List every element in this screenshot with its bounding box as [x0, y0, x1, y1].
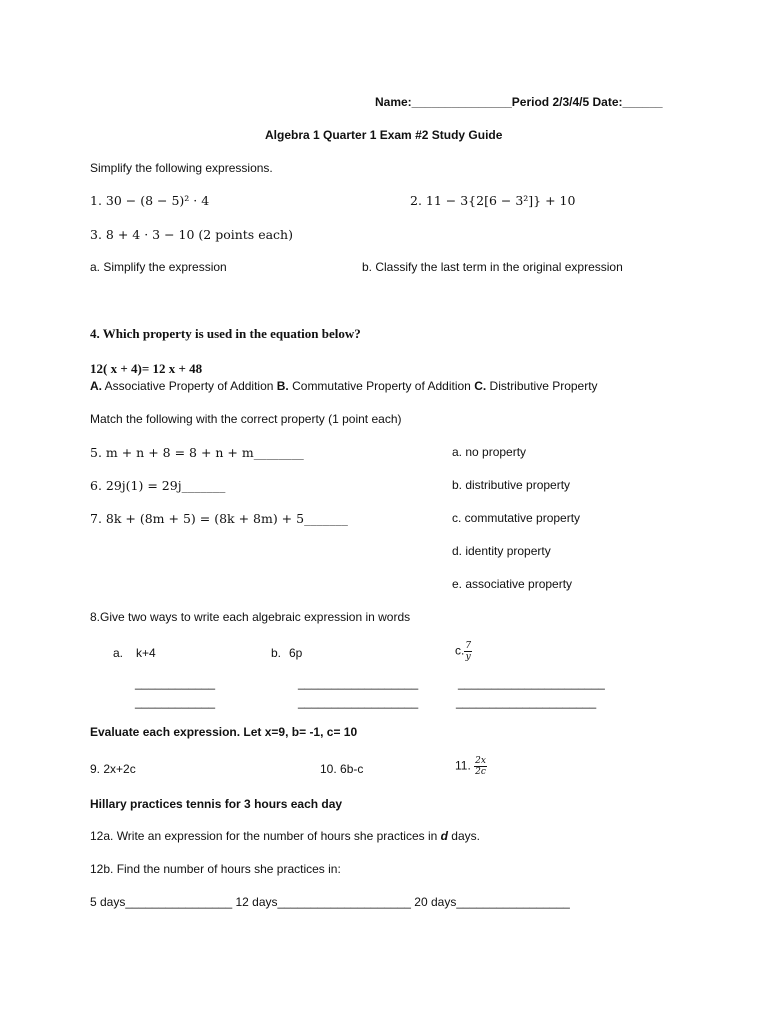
fraction-numerator: 2x [475, 756, 486, 766]
matching-option-b: b. distributive property [452, 478, 571, 492]
question-12b-days-line[interactable]: 5 days________________ 12 days____________________ 20 days_________________ [90, 895, 570, 909]
question-9: 9. 2x+2c [90, 762, 136, 776]
answer-blank-8c-2[interactable]: _____________________ [456, 695, 597, 709]
fraction-numerator: 7 [465, 641, 472, 651]
page-title: Algebra 1 Quarter 1 Exam #2 Study Guide [265, 128, 503, 142]
evaluate-heading: Evaluate each expression. Let x=9, b= -1, c= 10 [90, 725, 358, 739]
question-11-label: 11. [455, 758, 471, 773]
matching-instruction: Match the following with the correct property (1 point each) [90, 412, 402, 426]
name-period-date-line: Name:_______________Period 2/3/4/5 Date:______ [375, 95, 663, 109]
matching-question-5: 5. m + n + 8 = 8 + n + m________ [90, 445, 304, 460]
choice-c-text: Distributive Property [486, 379, 598, 393]
simplify-instruction: Simplify the following expressions. [90, 161, 273, 175]
fraction-denominator: y [465, 652, 471, 662]
question-8b-letter: b. [271, 646, 282, 660]
question-12a-variable: d [440, 829, 448, 843]
question-2: 2. 11 − 3{2[6 − 3²]} + 10 [410, 193, 576, 208]
question-11 [455, 756, 487, 777]
choice-c-letter: C. [474, 379, 487, 393]
question-1: 1. 30 − (8 − 5)² · 4 [90, 193, 210, 208]
fraction-7-over-y [464, 641, 472, 662]
fraction-2x-over-2c [474, 756, 487, 777]
matching-option-e: e. associative property [452, 577, 573, 591]
question-8a-expression: k+4 [136, 646, 156, 660]
question-3b: b. Classify the last term in the original expression [362, 260, 623, 274]
question-3: 3. 8 + 4 · 3 − 10 (2 points each) [90, 227, 293, 242]
question-12a-suffix: days. [447, 829, 480, 843]
question-4-equation: 12( x + 4)= 12 x + 48 [90, 361, 203, 376]
choice-a-letter: A. [90, 379, 102, 393]
choice-b-text: Commutative Property of Addition [288, 379, 475, 393]
question-8c-letter: c. [455, 643, 465, 658]
question-8b-expression: 6p [289, 646, 303, 660]
question-8c [455, 641, 472, 662]
fraction-denominator: 2c [475, 767, 486, 777]
question-12b: 12b. Find the number of hours she practices in: [90, 862, 341, 876]
question-8a-letter: a. [113, 646, 124, 660]
choice-a-text: Associative Property of Addition [102, 379, 277, 393]
matching-option-a: a. no property [452, 445, 527, 459]
answer-blank-8a-2[interactable]: ____________ [135, 695, 216, 709]
matching-option-c: c. commutative property [452, 511, 581, 525]
matching-question-6: 6. 29j(1) = 29j_______ [90, 478, 226, 493]
matching-option-d: d. identity property [452, 544, 551, 558]
matching-question-7: 7. 8k + (8m + 5) = (8k + 8m) + 5_______ [90, 511, 348, 526]
answer-blank-8c-1[interactable]: ______________________ [458, 676, 605, 690]
question-12a-prefix: 12a. Write an expression for the number of hours she practices in [90, 829, 441, 843]
answer-blank-8b-1[interactable]: __________________ [298, 676, 419, 690]
tennis-heading: Hillary practices tennis for 3 hours each day [90, 797, 343, 811]
question-4-choices [90, 379, 598, 393]
question-8-instruction: 8.Give two ways to write each algebraic expression in words [90, 610, 411, 624]
answer-blank-8b-2[interactable]: __________________ [298, 695, 419, 709]
question-12a [90, 829, 480, 843]
question-4-prompt: 4. Which property is used in the equation below? [90, 326, 361, 341]
choice-b-letter: B. [276, 379, 289, 393]
question-3a: a. Simplify the expression [90, 260, 227, 274]
question-10: 10. 6b-c [320, 762, 364, 776]
answer-blank-8a-1[interactable]: ____________ [135, 676, 216, 690]
